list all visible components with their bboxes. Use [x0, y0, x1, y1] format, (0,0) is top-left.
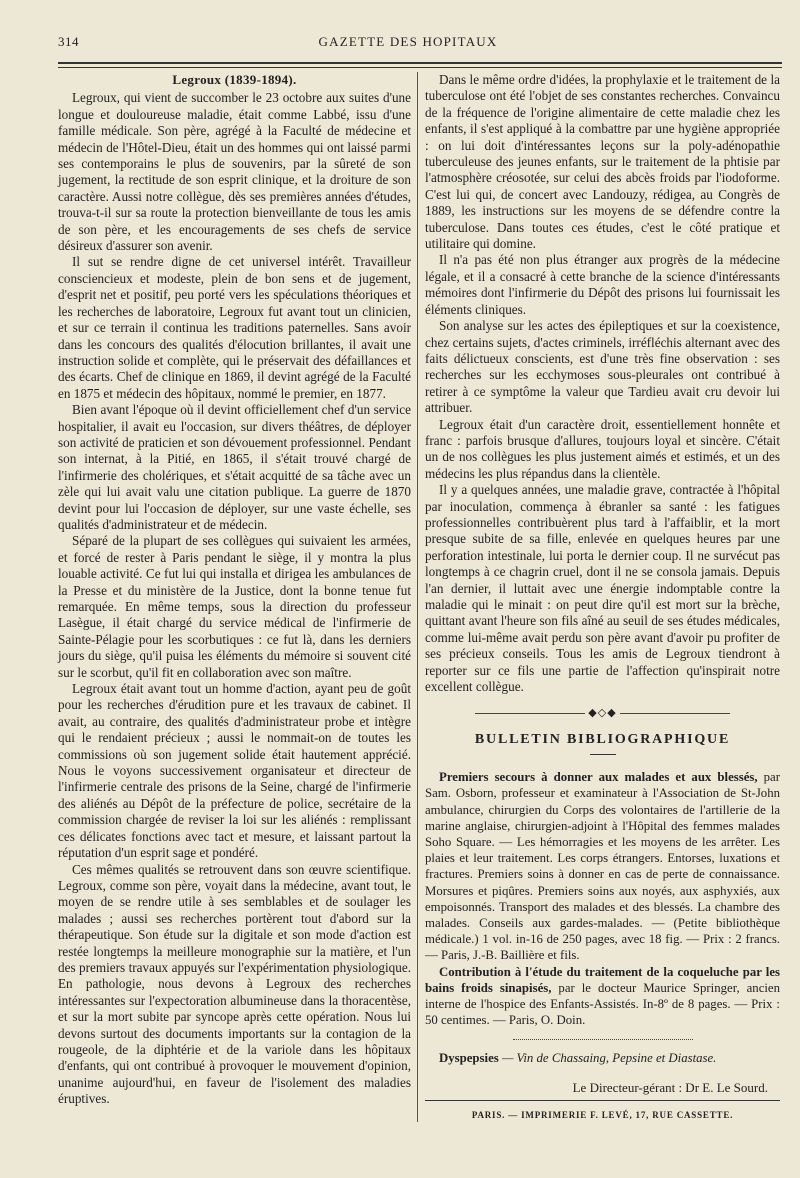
bulletin-title: BULLETIN BIBLIOGRAPHIQUE [474, 731, 731, 747]
obituary-paragraph: Legroux était d'un caractère droit, essentiellement honnête et franc : parfois brusque d'allures, toujours loyal et sincère. C'était un de nos collègues les plus justement aimés et estimés, et un des médecins les plus répandus dans la clientèle. [425, 416, 780, 481]
biblio-entry [425, 769, 780, 963]
obituary-title: Legroux (1839-1894). [172, 72, 297, 87]
obituary-paragraph: Il y a quelques années, une maladie grave, contractée à l'hôpital par inoculation, commença à ébranler sa santé : les fatigues professionnelles contribuèrent plus tard à l'affaiblir, et la mort presque subite de sa fille, enlevée en quelques heures par une perforation intestinale, lui porta le dernier coup. Il ne survécut pas longtemps à ce chagrin cruel, dont il ne se consola jamais. Depuis l'an dernier, il luttait avec une énergie indomptable contre la maladie qui le minait : on peut dire qu'il est mort sur la brèche, quittant avant l'heure son fils aîné au seuil de ses études médicales, comme lui-même avait perdu son père avant d'avoir pu profiter de ses précieux conseils. Tous les amis de Legroux tiendront à reporter sur ce fils une partie de l'affection qu'inspirait notre excellent collègue. [425, 482, 780, 695]
left-column [58, 72, 411, 1108]
right-column [425, 72, 780, 1124]
biblio-entry-title: Dyspepsies [439, 1050, 499, 1065]
obituary-paragraph: Legroux était avant tout un homme d'action, ayant peu de goût pour les recherches d'érudition pure et les travaux de cabinet. Il avait, au contraire, des qualités d'administrateur probe et intègre qui le rendaient précieux ; aussi le nommait-on de toutes les commissions où son jugement solide était hautement apprécié. Nous le voyons successivement organisateur et directeur de l'infirmerie centrale des prisons de la Seine, chargé de l'infirmerie des aliénés au Dépôt de la préfecture de police, secrétaire de la commission chargée de reviser la loi sur les aliénés : remplissant ces délicates fonctions avec tact et mesure, et laissant partout la réputation d'un esprit sage et pondéré. [58, 681, 411, 861]
obituary-paragraph: Son analyse sur les actes des épileptiques et sur la coexistence, chez certains sujets, d'actes criminels, irréfléchis alternant avec des faits délictueux conscients, est d'une très fine observation : ses recherches sur les ecchymoses sous-pleurales ont contribué à retirer à ce symptôme la valeur que Tardieu avait cru devoir lui attribuer. [425, 318, 780, 416]
column-divider [417, 72, 418, 1122]
section-ornament: ◆◇◆ [425, 705, 780, 721]
header-rule [58, 62, 782, 68]
director-signature: Le Directeur-gérant : Dr E. Le Sourd. [572, 1079, 768, 1095]
biblio-entry [425, 964, 780, 1029]
obituary-paragraph: Ces mêmes qualités se retrouvent dans son œuvre scientifique. Legroux, comme son père, voyait dans la médecine, avant tout, le moyen de se rendre utile à ses semblables et de soulager les malades ; aussi ses recherches portèrent tout d'abord sur la thérapeutique. Son étude sur la digitale et son mode d'action est restée longtemps la meilleure monographie sur la matière, et l'un des premiers travaux appuyés sur l'expérimentation physiologique. En pathologie, nous devons à Legroux des recherches intéressantes sur l'expectoration albumineuse dans la thoracentèse, et sur la mort subite par syncope après cette opération. Nous lui devons surtout des documents importants sur la contagion de la rougeole, de la diphtérie et de la variole dans les hôpitaux d'enfants, qui ont contribué à provoquer le mouvement d'opinion, unanime aujourd'hui, en faveur de l'isolement des maladies éruptives. [58, 861, 411, 1107]
obituary-paragraph: Dans le même ordre d'idées, la prophylaxie et le traitement de la tuberculose ont été l'objet de ses constantes recherches. Convaincu de la fréquence de l'origine alimentaire de cette maladie chez les enfants, il s'est appliqué à la combattre par une hygiène appropriée : on lui doit d'intéressantes leçons sur la poly-adénopathie tuberculeuse des jeunes enfants, sur le traitement de la phtisie par l'atmosphère créosotée, sur celui des abcès froids par l'iodoforme. C'est lui qui, de concert avec Landouzy, rédigea, au Congrès de 1889, les instructions sur les moyens de se défendre contre la tuberculose. Dans toutes ces études, c'est le côté pratique et utilitaire qui domine. [425, 72, 780, 252]
journal-title: GAZETTE DES HOPITAUX [318, 34, 498, 49]
title-rule [590, 754, 616, 755]
printer-rule [425, 1100, 780, 1101]
page-header [58, 28, 758, 56]
printer-imprint: PARIS. — IMPRIMERIE F. LEVÉ, 17, RUE CASSETTE. [471, 1110, 734, 1121]
obituary-paragraph: Il sut se rendre digne de cet universel intérêt. Travailleur consciencieux et modeste, plein de bon sens et de jugement, d'esprit net et positif, peu porté vers les spéculations théoriques et les recherches de laboratoire, Legroux fut avant tout un clinicien, et sur ce terrain il continua les traditions paternelles. Sans avoir dans les concours des qualités d'élocution brillantes, il avait une instruction solide et complète, qui le préservait des défaillances et des écarts. Chef de clinique en 1869, il devint agrégé de la Faculté en 1875 et médecin des hôpitaux, nommé le premier, en 1877. [58, 254, 411, 401]
biblio-entry-title: Premiers secours à donner aux malades et aux blessés, [439, 770, 758, 785]
biblio-entry-body: — Vin de Chassaing, Pepsine et Diastase. [501, 1050, 717, 1065]
biblio-entry-body: par Sam. Osborn, professeur et examinateur à l'Association de St-John ambulance, chirurgien du Corps des volontaires de l'artillerie de la marine anglaise, chirurgien-adjoint à l'Hôpital des femmes malades Soho Square. — Les hémorragies et les moyens de les arrêter. Les plaies et leur traitement. Les corps étrangers. Entorses, luxations et fractures. Premiers soins à donner en cas de perte de connaissance. Morsures et piqûres. Premiers soins aux noyés, aux asphyxiés, aux empoisonnés. Transport des malades et des blessés. La chambre des malades. Conseils aux gardes-malades. — (Petite bibliothèque médicale.) 1 vol. in-16 de 250 pages, avec 18 fig. — Prix : 2 francs. — Paris, J.-B. Baillière et fils. [425, 770, 780, 963]
biblio-entry-body: par le docteur Maurice Springer, ancien interne de l'hospice des Enfants-Assistés. In-8º de 8 pages. — Prix : 50 centimes. — Paris, O. Doin. [425, 980, 781, 1028]
biblio-entry [425, 1050, 780, 1066]
obituary-paragraph: Legroux, qui vient de succomber le 23 octobre aux suites d'une longue et douloureuse maladie, était comme Labbé, issu d'une famille médicale. Son père, agrégé à la Faculté de médecine et médecin de l'Hôtel-Dieu, était un des hommes qui ont laissé parmi ses contemporains le plus de souvenirs, par la sûreté de son jugement, la rectitude de son esprit clinique, et la droiture de son caractère. Aussi notre collègue, dès ses premières années d'études, trouva-t-il sur sa route la protection bienveillante de tous les amis de son père, et les encouragements de ses chefs de service désireux d'assurer son avenir. [58, 90, 411, 254]
obituary-paragraph: Il n'a pas été non plus étranger aux progrès de la médecine légale, et il a consacré à cette branche de la science d'intéressants mémoires dont l'infirmerie du Dépôt des prisons lui fournissait les éléments cliniques. [425, 252, 780, 317]
entry-separator [513, 1039, 693, 1040]
biblio-entry-title: Contribution à l'étude du traitement de la coqueluche par les bains froids sinapisés, [425, 964, 780, 995]
page-number: 314 [58, 34, 79, 49]
obituary-paragraph: Bien avant l'époque où il devint officiellement chef d'un service hospitalier, il avait eu l'occasion, sur divers théâtres, de déployer son activité de praticien et son dévouement professionnel. Pendant son internat, à la Pitié, en 1865, il s'était trouvé chargé de l'infirmerie des cholériques, et s'était acquitté de sa tâche avec un zèle qui lui avait valu une citation publique. La guerre de 1870 devint pour lui l'occasion de déployer, sur une vaste échelle, ses qualités d'administrateur et de médecin. [58, 402, 411, 532]
obituary-paragraph: Séparé de la plupart de ses collègues qui suivaient les armées, et forcé de rester à Paris pendant le siège, il y montra la plus louable activité. Ce fut lui qui installa et dirigea les ambulances de la Presse et du ministère de la Justice, dont la bonne tenue fut remarquée. En même temps, sous la direction du professeur Lasègue, il était chargé du service médical de l'infirmerie de Sainte-Pélagie pour les scorbutiques : ce fut là, dans les derniers jours du siège, qu'il puisa les éléments du mémoire si souvent cité sur le scorbut, qu'il fit en collaboration avec son maître. [58, 533, 411, 680]
